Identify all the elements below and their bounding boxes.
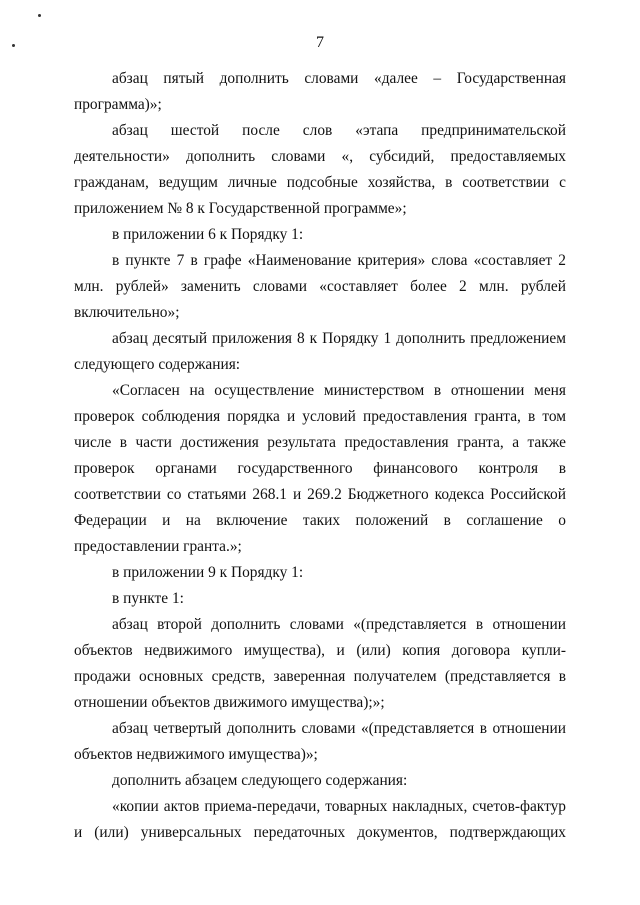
paragraph: дополнить абзацем следующего содержания:: [112, 772, 408, 789]
paragraph: абзац четвертый дополнить словами «(представляется в отношении объектов недвижимого имущества)»;: [74, 720, 566, 763]
paragraph: абзац второй дополнить словами «(представляется в отношении объектов недвижимого имущества), и (или) копия договора купли-продажи основных средств, заверенная получателем (представляется в отношении объектов движимого имущества);»;: [74, 616, 566, 711]
scan-speck: [38, 14, 41, 17]
paragraph: абзац шестой после слов «этапа предпринимательской деятельности» дополнить словами «, субсидий, предоставляемых гражданам, ведущим личные подсобные хозяйства, в соответствии с приложением № 8 к Государственной программе»;: [74, 122, 566, 217]
paragraph: «Согласен на осуществление министерством в отношении меня проверок соблюдения порядка и условий предоставления гранта, в том числе в части достижения результата предоставления гранта, а также проверок органами государственного финансового контроля в соответствии со статьями 268.1 и 269.2 Бюджетного кодекса Российской Федерации и на включение таких положений в соглашение о предоставлении гранта.»;: [74, 382, 566, 555]
paragraph: в пункте 7 в графе «Наименование критерия» слова «составляет 2 млн. рублей» заменить словами «составляет более 2 млн. рублей включительно»;: [74, 252, 566, 321]
paragraph: абзац пятый дополнить словами «далее – Государственная программа)»;: [74, 70, 566, 113]
paragraph: в приложении 6 к Порядку 1:: [112, 226, 304, 243]
paragraph: абзац десятый приложения 8 к Порядку 1 дополнить предложением следующего содержания:: [74, 330, 566, 373]
paragraph: «копии актов приема-передачи, товарных накладных, счетов-фактур и (или) универсальных передаточных документов, подтверждающих: [74, 798, 566, 841]
paragraph: в приложении 9 к Порядку 1:: [112, 564, 304, 581]
page-number: 7: [316, 34, 324, 51]
paragraph: в пункте 1:: [112, 590, 184, 607]
